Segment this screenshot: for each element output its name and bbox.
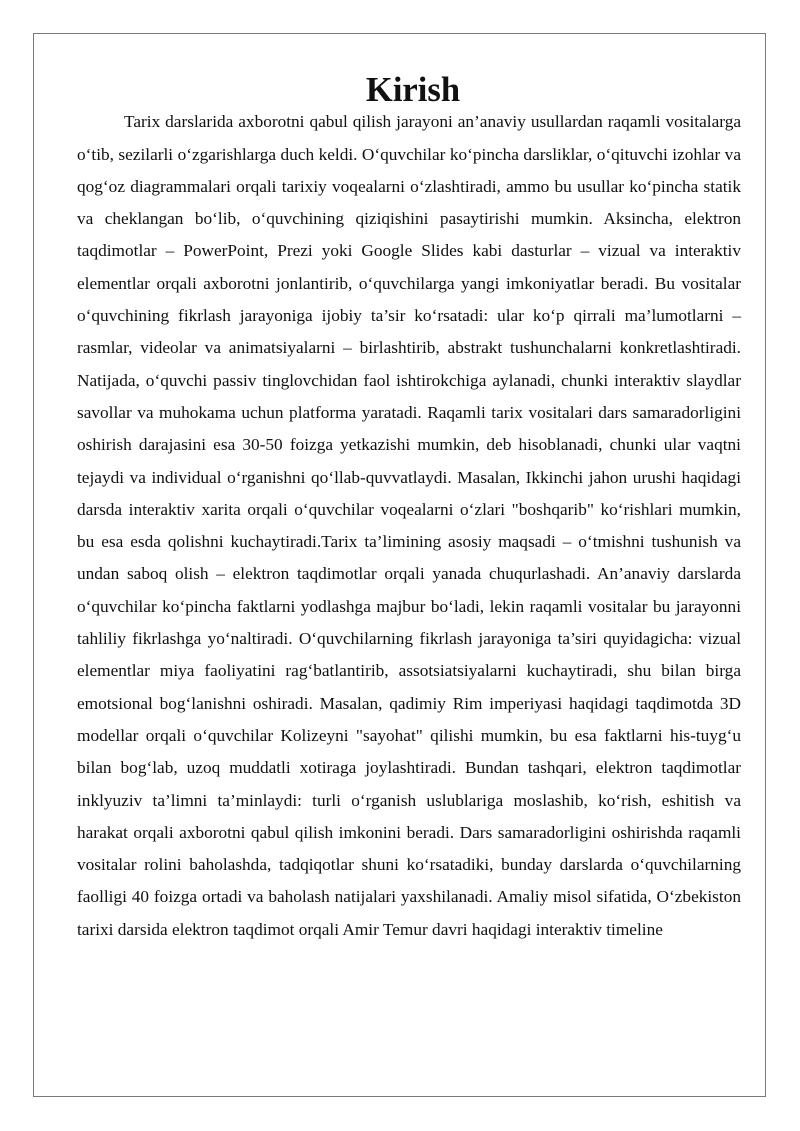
body-paragraph: Tarix darslarida axborotni qabul qilish jarayoni an’anaviy usullardan raqamli vositalarga o‘tib, sezilarli o‘zgarishlarga duch keldi. O‘quvchilar ko‘pincha darsliklar, o‘qituvchi izohlar va qog‘oz diagrammalari orqali tarixiy voqealarni o‘zlashtiradi, ammo bu usullar ko‘pincha statik va cheklangan bo‘lib, o‘quvchining qiziqishini pasaytirishi mumkin. Aksincha, elektron taqdimotlar – PowerPoint, Prezi yoki Google Slides kabi dasturlar – vizual va interaktiv elementlar orqali axborotni jonlantirib, o‘quvchilarga yangi imkoniyatlar beradi. Bu vositalar o‘quvchining fikrlash jarayoniga ijobiy ta’sir ko‘rsatadi: ular ko‘p qirrali ma’lumotlarni – rasmlar, videolar va animatsiyalarni – birlashtirib, abstrakt tushunchalarni konkretlashtiradi. Natijada, o‘quvchi passiv tinglovchidan faol ishtirokchiga aylanadi, chunki interaktiv slaydlar savollar va muhokama uchun platforma yaratadi. Raqamli tarix vositalari dars samaradorligini oshirish darajasini esa 30-50 foizga yetkazishi mumkin, deb hisoblanadi, chunki ular vaqtni tejaydi va individual o‘rganishni qo‘llab-quvvatlaydi. Masalan, Ikkinchi jahon urushi haqidagi darsda interaktiv xarita orqali o‘quvchilar voqealarni o‘zlari "boshqarib" ko‘rishlari mumkin, bu esa esda qolishni kuchaytiradi.Tarix ta’limining asosiy maqsadi – o‘tmishni tushunish va undan saboq olish – elektron taqdimotlar orqali yanada chuqurlashadi. An’anaviy darslarda o‘quvchilar ko‘pincha faktlarni yodlashga majbur bo‘ladi, lekin raqamli vositalar bu jarayonni tahliliy fikrlashga yo‘naltiradi. O‘quvchilarning fikrlash jarayoniga ta’siri quyidagicha: vizual elementlar miya faoliyatini rag‘batlantirib, assotsiatsiyalarni kuchaytiradi, shu bilan birga emotsional bog‘lanishni oshiradi. Masalan, qadimiy Rim imperiyasi haqidagi taqdimotda 3D modellar orqali o‘quvchilar Kolizeyni "sayohat" qilishi mumkin, bu esa faktlarni his-tuyg‘u bilan bog‘lab, uzoq muddatli xotiraga joylashtiradi. Bundan tashqari, elektron taqdimotlar inklyuziv ta’limni ta’minlaydi: turli o‘rganish uslublariga moslashib, ko‘rish, eshitish va harakat orqali axborotni qabul qilish imkonini beradi. Dars samaradorligini oshirishda raqamli vositalar rolini baholashda, tadqiqotlar shuni ko‘rsatadiki, bunday darslarda o‘quvchilarning faolligi 40 foizga ortadi va baholash natijalari yaxshilanadi. Amaliy misol sifatida, O‘zbekiston tarixi darsida elektron taqdimot orqali Amir Temur davri haqidagi interaktiv timeline: [77, 112, 741, 939]
section-title: Kirish: [365, 71, 461, 109]
document-content: [77, 71, 741, 946]
